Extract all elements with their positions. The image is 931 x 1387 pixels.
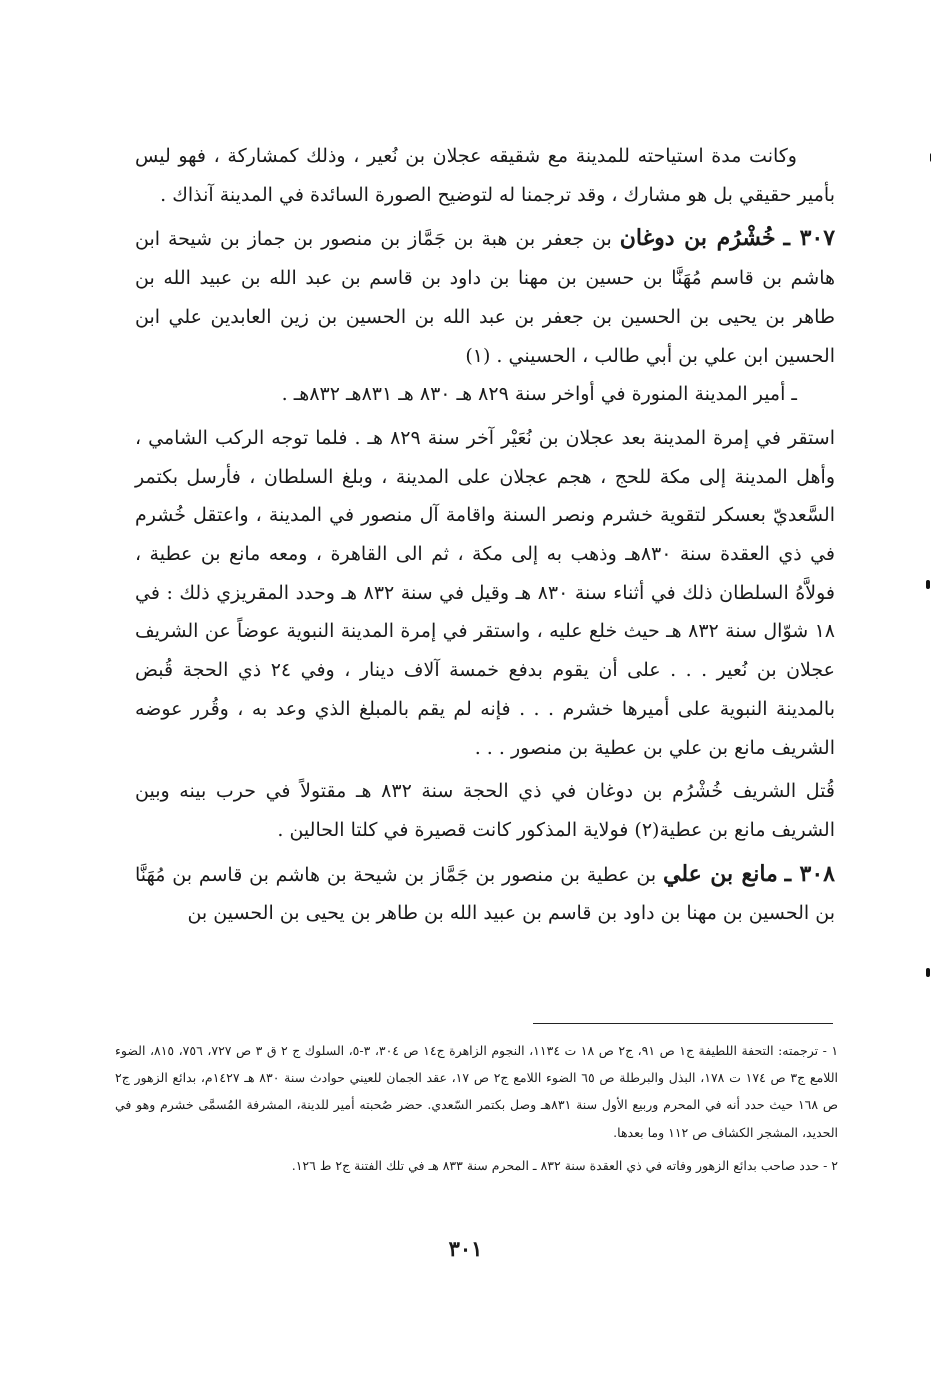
intro-paragraph: وكانت مدة استياحته للمدينة مع شقيقه عجلان بن نُعير ، وذلك كمشاركة ، فهو ليس بأمير حقيقي بل هو مشارك ، وقد ترجمنا له لتوضيح الصورة السائدة في المدينة آنذاك .: [135, 145, 835, 206]
entry-308-number: ٣٠٨ ـ: [784, 860, 835, 887]
entry-308-name: مانع بن علي: [663, 860, 778, 887]
main-text: [135, 137, 835, 933]
entry-307-number: ٣٠٧ ـ: [783, 225, 836, 252]
entry-307-heading: [135, 219, 835, 375]
entry-308-heading: [135, 855, 835, 933]
footnote-separator: [533, 1023, 833, 1024]
footnote-1: ١ - ترجمته: التحفة اللطيفة ج١ ص ٩١، ج٢ ص ١٨ ت ١١٣٤، النجوم الزاهرة ج١٤ ص ٣٠٤، ٣-٥، السلوك ج ٢ ق ٣ ص ٧٢٧، ٧٥٦، ٨١٥، الضوء اللامع ج٣ ص ١٧٤ ت ١٧٨، البذل والبرطلة ص ٦٥ الضوء اللامع ج٢ ص ١٧، عقد الجمان للعيني حوادث سنة ٨٣٠ هـ ١٤٢٧م، بدائع الزهور ج٢ ص ١٦٨ حيث حدد أنه في المحرم وربيع الأول سنة ٨٣١هـ وصل بكتمر السّعدي. حضر صُحبته أمير للدينة، المشرفة المُسمَّى خشرم وهو في الحديد، المشجر الكشاف ص ١١٢ وما بعدها.: [115, 1043, 839, 1140]
entry-307-lineage: بن جعفر بن هبة بن جَمَّاز بن منصور بن جماز بن شيحة ابن هاشم بن قاسم مُهَنَّا بن حسين بن مهنا بن داود بن قاسم بن عبد الله بن عبيد الله بن طاهر بن يحيى بن الحسين بن جعفر بن عبد الله بن الحسين بن زين العابدين علي ابن الحسين ابن علي بن أبي طالب ، الحسيني . (١): [135, 228, 835, 367]
entry-307-death: قُتل الشريف خُشْرُم بن دوغان في ذي الحجة سنة ٨٣٢ هـ مقتولاً في حرب بينه وبين الشريف مانع بن عطية(٢) فولاية المذكور كانت قصيرة في كلتا الحالين .: [135, 780, 835, 841]
entry-307-name: خُشْرُم بن دوغان: [619, 225, 776, 252]
margin-mark: [926, 968, 930, 977]
footnote-2: ٢ - حدد صاحب بدائع الزهور وفاته في ذي العقدة سنة ٨٣٢ ـ المحرم سنة ٨٣٣ هـ في تلك الفتنة ج٢ ط ١٢٦.: [291, 1157, 838, 1173]
margin-mark: [926, 580, 930, 589]
footnotes: [115, 1037, 838, 1179]
entry-307-reign: ـ أمير المدينة المنورة في أواخر سنة ٨٢٩ هـ ٨٣٠ هـ ٨٣١هـ ٨٣٢هـ .: [281, 383, 797, 406]
entry-308-lineage: بن عطية بن منصور بن جَمَّاز بن شيحة بن هاشم بن قاسم بن مُهَنَّا بن الحسين بن مهنا بن داود بن قاسم بن عبيد الله بن طاهر بن يحيى بن الحسين بن: [135, 863, 835, 925]
page-number: ٣٠١: [448, 1236, 483, 1261]
entry-307-body: استقر في إمرة المدينة بعد عجلان بن نُعَيْر آخر سنة ٨٢٩ هـ . فلما توجه الركب الشامي ، وأهل المدينة إلى مكة للحج ، هجم عجلان على المدينة ، وبلغ السلطان ، فأرسل بكتمر السَّعديّ بعسكر لتقوية خشرم ونصر السنة واقامة آل منصور في المدينة ، واعتقل خُشرم في ذي العقدة سنة ٨٣٠هـ وذهب به إلى مكة ، ثم الى القاهرة ، ومعه مانع بن عطية ، فولاَّهُ السلطان ذلك في أثناء سنة ٨٣٠ هـ وقيل في سنة ٨٣٢ هـ وحدد المقريزي ذلك : في ١٨ شوّال سنة ٨٣٢ هـ حيث خلع عليه ، واستقر في إمرة المدينة النبوية عوضاً عن الشريف عجلان بن نُعير . . . على أن يقوم بدفع خمسة آلاف دينار ، وفي ٢٤ ذي الحجة قُبض بالمدينة النبوية على أميرها خشرم . . . فإنه لم يقم بالمبلغ الذي وعد به ، وقُرر عوضه الشريف مانع بن علي بن عطية بن منصور . . .: [135, 426, 836, 759]
